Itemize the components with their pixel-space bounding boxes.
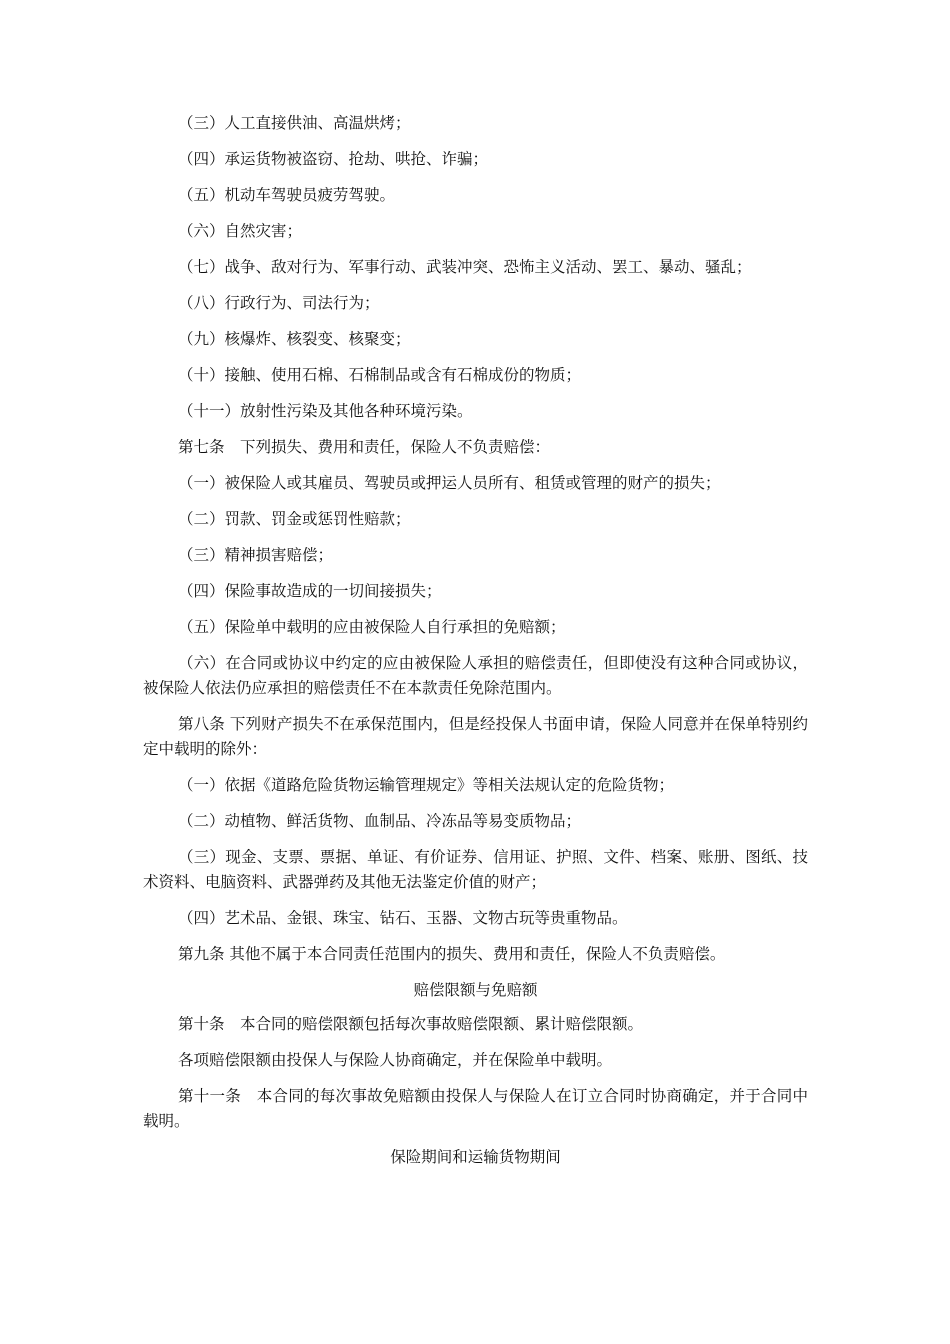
paragraph: （七）战争、敌对行为、军事行动、武装冲突、恐怖主义活动、罢工、暴动、骚乱；	[178, 258, 752, 276]
paragraph: （三）人工直接供油、高温烘烤；	[178, 114, 411, 132]
paragraph: （八）行政行为、司法行为；	[178, 294, 380, 312]
paragraph: （二）罚款、罚金或惩罚性赔款；	[178, 510, 411, 528]
paragraph: 第七条 下列损失、费用和责任，保险人不负责赔偿：	[178, 438, 551, 456]
section-heading: 赔偿限额与免赔额	[413, 981, 538, 999]
paragraph: （四）承运货物被盗窃、抢劫、哄抢、诈骗；	[178, 150, 489, 168]
paragraph: （六）自然灾害；	[178, 222, 303, 240]
paragraph: （十）接触、使用石棉、石棉制品或含有石棉成份的物质；	[178, 366, 582, 384]
paragraph: 第十一条 本合同的每次事故免赔额由投保人与保险人在订立合同时协商确定，并于合同中载明。	[143, 1087, 808, 1130]
paragraph: （三）精神损害赔偿；	[178, 546, 334, 564]
paragraph: 第十条 本合同的赔偿限额包括每次事故赔偿限额、累计赔偿限额。	[178, 1015, 644, 1033]
paragraph: 第九条 其他不属于本合同责任范围内的损失、费用和责任，保险人不负责赔偿。	[178, 945, 726, 963]
paragraph: （五）机动车驾驶员疲劳驾驶。	[178, 186, 396, 204]
paragraph: （四）艺术品、金银、珠宝、钻石、玉器、文物古玩等贵重物品。	[178, 909, 628, 927]
paragraph: （五）保险单中载明的应由被保险人自行承担的免赔额；	[178, 618, 566, 636]
paragraph: （六）在合同或协议中约定的应由被保险人承担的赔偿责任，但即使没有这种合同或协议，被保险人依法仍应承担的赔偿责任不在本款责任免除范围内。	[143, 654, 808, 697]
paragraph: （九）核爆炸、核裂变、核聚变；	[178, 330, 411, 348]
paragraph: （二）动植物、鲜活货物、血制品、冷冻品等易变质物品；	[178, 812, 582, 830]
paragraph: 第八条 下列财产损失不在承保范围内，但是经投保人书面申请，保险人同意并在保单特别约定中载明的除外：	[143, 715, 808, 758]
section-heading: 保险期间和运输货物期间	[390, 1148, 561, 1166]
document-body	[143, 111, 808, 1179]
paragraph: （一）依据《道路危险货物运输管理规定》等相关法规认定的危险货物；	[178, 776, 675, 794]
paragraph: 各项赔偿限额由投保人与保险人协商确定，并在保险单中载明。	[178, 1051, 613, 1069]
paragraph: （十一）放射性污染及其他各种环境污染。	[178, 402, 473, 420]
paragraph: （四）保险事故造成的一切间接损失；	[178, 582, 442, 600]
paragraph: （一）被保险人或其雇员、驾驶员或押运人员所有、租赁或管理的财产的损失；	[178, 474, 721, 492]
paragraph: （三）现金、支票、票据、单证、有价证券、信用证、护照、文件、档案、账册、图纸、技术资料、电脑资料、武器弹药及其他无法鉴定价值的财产；	[143, 848, 808, 891]
